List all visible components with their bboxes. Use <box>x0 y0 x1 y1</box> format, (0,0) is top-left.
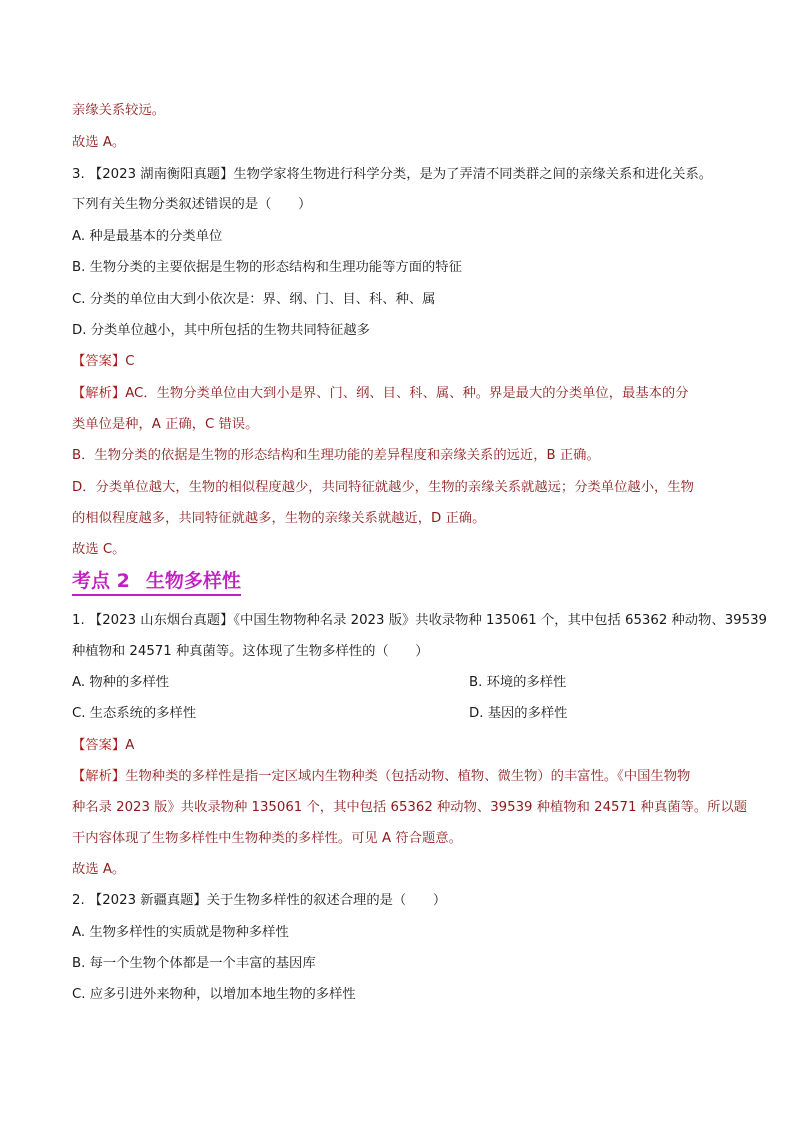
q3-stem-line2: 下列有关生物分类叙述错误的是（ ） <box>72 197 312 212</box>
q3-option-b: B. 生物分类的主要依据是生物的形态结构和生理功能等方面的特征 <box>72 260 462 275</box>
prev-choose: 故选 A。 <box>72 135 126 150</box>
q3-stem1: 生物学家将生物进行科学分类，是为了弄清不同类群之间的亲缘关系和进化关系。 <box>233 167 713 182</box>
q3-option-d: D. 分类单位越小，其中所包括的生物共同特征越多 <box>72 323 370 338</box>
answer-value: A <box>125 738 135 753</box>
s2q1-stem-line2: 种植物和 24571 种真菌等。这体现了生物多样性的（ ） <box>72 644 429 659</box>
s2q1-stem1: 《中国生物物种名录 2023 版》共收录物种 135061 个，其中包括 65362 种动物、39539 <box>233 613 768 628</box>
section-title: 生物多样性 <box>145 570 241 592</box>
q3-choose: 故选 C。 <box>72 542 126 557</box>
q3-analysis-line4: D．分类单位越大，生物的相似程度越少，共同特征就越少，生物的亲缘关系就越远；分类单位越小，生物 <box>72 480 694 495</box>
q3-source: 【2023 湖南衡阳真题】 <box>88 167 234 182</box>
s2q1-answer <box>72 737 734 755</box>
q3-option-c: C. 分类的单位由大到小依次是：界、纲、门、目、科、种、属 <box>72 292 436 307</box>
s2q1-analysis-line2: 种名录 2023 版》共收录物种 135061 个，其中包括 65362 种动物、39539 种植物和 24571 种真菌等。所以题 <box>72 800 748 815</box>
s2q1-options-row1 <box>72 674 734 692</box>
section-heading <box>72 568 241 596</box>
q3-analysis-line3: B．生物分类的依据是生物的形态结构和生理功能的差异程度和亲缘关系的远近，B 正确。 <box>72 448 600 463</box>
q3-number: 3. <box>72 167 85 182</box>
s2q1-stem-line1 <box>72 612 768 630</box>
s2q2-stem: 2. 【2023 新疆真题】关于生物多样性的叙述合理的是（ ） <box>72 893 447 908</box>
q3-option-a: A. 种是最基本的分类单位 <box>72 229 223 244</box>
section-label: 考点 2 <box>72 570 130 592</box>
q3-analysis-line2: 类单位是种，A 正确，C 错误。 <box>72 417 259 432</box>
q3-analysis-line1: 【解析】AC．生物分类单位由大到小是界、门、纲、目、科、属、种。界是最大的分类单位，最基本的分 <box>72 386 689 401</box>
s2q1-option-c: C. 生态系统的多样性 <box>72 706 197 721</box>
s2q1-choose: 故选 A。 <box>72 862 126 877</box>
s2q1-option-a: A. 物种的多样性 <box>72 675 170 690</box>
s2q2-source: 【2023 新疆真题】 <box>88 893 207 908</box>
s2q1-number: 1. <box>72 613 85 628</box>
analysis-tag: 【解析】 <box>72 386 126 401</box>
answer-tag: 【答案】 <box>72 354 126 369</box>
s2q1-options-row2 <box>72 705 734 723</box>
s2q1-source: 【2023 山东烟台真题】 <box>88 613 234 628</box>
s2q2-option-b: B. 每一个生物个体都是一个丰富的基因库 <box>72 956 316 971</box>
s2q2-option-c: C. 应多引进外来物种，以增加本地生物的多样性 <box>72 987 356 1002</box>
s2q1-analysis-line3: 干内容体现了生物多样性中生物种类的多样性。可见 A 符合题意。 <box>72 831 462 846</box>
s2q1-option-b: B. 环境的多样性 <box>469 675 567 690</box>
q3-analysis-line5: 的相似程度越多，共同特征就越多，生物的亲缘关系就越近，D 正确。 <box>72 511 486 526</box>
answer-value: C <box>125 354 135 369</box>
q3-answer <box>72 353 734 371</box>
analysis-tag: 【解析】 <box>72 769 126 784</box>
answer-tag: 【答案】 <box>72 738 126 753</box>
s2q1-analysis-line1: 【解析】生物种类的多样性是指一定区域内生物种类（包括动物、植物、微生物）的丰富性。《中国生物物 <box>72 769 691 784</box>
s2q2-number: 2. <box>72 893 85 908</box>
s2q1-option-d: D. 基因的多样性 <box>469 706 568 721</box>
prev-tail: 亲缘关系较远。 <box>72 103 166 118</box>
s2q2-option-a: A. 生物多样性的实质就是物种多样性 <box>72 925 289 940</box>
q3-stem-line1 <box>72 166 734 184</box>
